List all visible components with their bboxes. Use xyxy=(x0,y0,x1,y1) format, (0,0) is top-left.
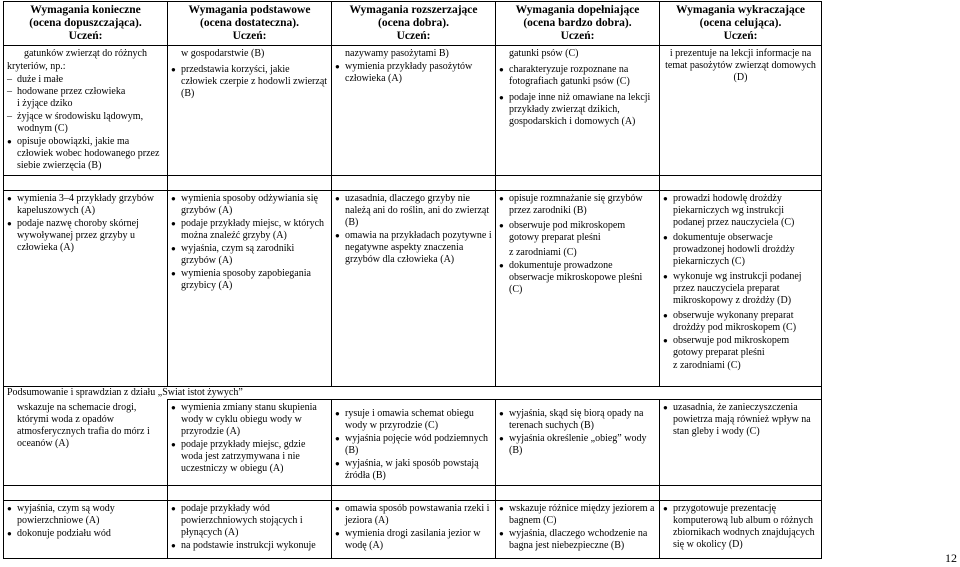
list-item: ● uzasadnia, że zanieczyszczenia powietrza mają również wpływ na stan gleby i wody (C) xyxy=(663,402,818,438)
list-item: ● wykonuje wg instrukcji podanej przez nauczyciela preparat mikroskopowy z drożdży (D) xyxy=(663,271,818,307)
list-item: ● obserwuje pod mikroskopem gotowy preparat pleśni xyxy=(499,220,656,244)
list-item: ● wyjaśnia, dlaczego wchodzenie na bagna jest niebezpieczne (B) xyxy=(499,528,656,552)
list-item: ● obserwuje pod mikroskopem gotowy preparat pleśni xyxy=(663,335,818,359)
cell-text: wodnym (C) xyxy=(17,123,68,134)
header-title: Wymagania rozszerzające xyxy=(349,4,478,16)
list-item: ● wskazuje różnice między jeziorem a bagnem (C) xyxy=(499,503,656,527)
table-cell xyxy=(4,400,168,486)
table-cell xyxy=(4,191,168,387)
cell-text: w gospodarstwie (B) xyxy=(181,48,265,59)
list-item: ● uzasadnia, dlaczego grzyby nie należą ani do roślin, ani do zwierząt (B) xyxy=(335,193,492,229)
list-item: ● wymienia sposoby zapobiegania grzybicy (A) xyxy=(171,268,328,292)
list-item: ● wymienia drogi zasilania jezior w wodę (A) xyxy=(335,528,492,552)
header-row xyxy=(4,2,822,46)
cell-text: kryteriów, np.: xyxy=(7,61,66,72)
list-item: ● prowadzi hodowlę drożdży piekarniczych wg instrukcji podanej przez nauczyciela (C) xyxy=(663,193,818,229)
header-title: Wymagania konieczne xyxy=(30,4,141,16)
table-cell xyxy=(168,400,332,486)
cell-text: wskazuje na schemacie drogi, którymi woda z opadów atmosferycznych trafia do mórz i oceanów (A) xyxy=(17,401,150,449)
section-row xyxy=(4,387,822,400)
table-cell xyxy=(660,501,822,559)
header-grade: (ocena dostateczna). xyxy=(199,17,299,29)
section-title: Podsumowanie i sprawdzian z działu „Świat istot żywych” xyxy=(4,387,822,400)
list-item: ● podaje przykłady miejsc, gdzie woda jest zatrzymywana i nie uczestniczy w obiegu (A) xyxy=(171,439,328,475)
table-row xyxy=(4,46,822,176)
header-grade: (ocena dobra). xyxy=(378,17,449,29)
list-item: ● opisuje rozmnażanie się grzybów przez zarodniki (B) xyxy=(499,193,656,217)
list-item: ● dokumentuje obserwacje prowadzonej hodowli drożdży piekarniczych (C) xyxy=(663,232,818,268)
table-cell xyxy=(332,191,496,387)
separator-row xyxy=(4,176,822,191)
header-title: Wymagania podstawowe xyxy=(188,4,311,16)
cell-text: gatunki psów (C) xyxy=(509,48,579,59)
header-grade: (ocena dopuszczająca). xyxy=(29,17,142,29)
list-item: – hodowane przez człowieka xyxy=(7,86,164,98)
header-student: Uczeń: xyxy=(396,30,431,42)
table-cell xyxy=(168,46,332,176)
cell-text: gatunków zwierząt do różnych xyxy=(23,48,147,59)
header-col-1 xyxy=(4,2,168,46)
list-item: ● wymienia sposoby odżywiania się grzybów (A) xyxy=(171,193,328,217)
list-item: ● wyjaśnia, czym są zarodniki grzybów (A) xyxy=(171,243,328,267)
header-col-2 xyxy=(168,2,332,46)
header-title: Wymagania wykraczające xyxy=(676,4,805,16)
header-grade: (ocena bardzo dobra). xyxy=(523,17,632,29)
list-item: ● opisuje obowiązki, jakie ma człowiek wobec hodowanego przez siebie zwierzęcia (B) xyxy=(7,136,164,172)
header-col-4 xyxy=(496,2,660,46)
page-number: 12 xyxy=(945,551,957,565)
table-cell xyxy=(660,191,822,387)
list-item: ● wyjaśnia określenie „obieg” wody (B) xyxy=(499,433,656,457)
list-item: ● przygotowuje prezentację komputerową lub album o różnych zbiornikach wodnych znajdujących się w okolicy (D) xyxy=(663,503,818,551)
table-cell xyxy=(496,501,660,559)
cell-text: i żyjące dziko xyxy=(17,98,73,109)
list-item: ● dokonuje podziału wód xyxy=(7,528,164,540)
list-item: ● wyjaśnia pojęcie wód podziemnych (B) xyxy=(335,433,492,457)
list-item: ● obserwuje wykonany preparat drożdży pod mikroskopem (C) xyxy=(663,310,818,334)
list-item: ● charakteryzuje rozpoznane na fotografiach gatunki psów (C) xyxy=(499,64,656,88)
table-cell xyxy=(660,46,822,176)
table-cell xyxy=(4,46,168,176)
header-col-5 xyxy=(660,2,822,46)
list-item: ● dokumentuje prowadzone obserwacje mikroskopowe pleśni (C) xyxy=(499,260,656,296)
list-item: ● podaje nazwę choroby skórnej wywoływanej przez grzyby u człowieka (A) xyxy=(7,218,164,254)
list-item: – żyjące w środowisku lądowym, xyxy=(7,111,164,123)
list-item: ● na podstawie instrukcji wykonuje xyxy=(171,540,328,552)
cell-text: z zarodniami (C) xyxy=(509,247,577,258)
list-item: ● wymienia przykłady pasożytów człowieka (A) xyxy=(335,61,492,85)
table-cell xyxy=(332,501,496,559)
table-cell xyxy=(332,400,496,486)
cell-text: nazywamy pasożytami B) xyxy=(345,48,449,59)
table-cell xyxy=(168,191,332,387)
table-cell xyxy=(332,46,496,176)
table-cell xyxy=(4,501,168,559)
table-row xyxy=(4,191,822,387)
cell-text: i prezentuje na lekcji informacje na temat pasożytów zwierząt domowych (D) xyxy=(665,48,816,83)
list-item: ● omawia na przykładach pozytywne i negatywne aspekty znaczenia grzybów dla człowieka (A) xyxy=(335,230,492,266)
header-grade: (ocena celująca). xyxy=(699,17,782,29)
list-item: ● podaje inne niż omawiane na lekcji przykłady zwierząt dzikich, gospodarskich i domowych (A) xyxy=(499,92,656,128)
header-title: Wymagania dopełniające xyxy=(515,4,640,16)
header-student: Uczeń: xyxy=(723,30,758,42)
table-cell xyxy=(496,191,660,387)
list-item: ● wymienia zmiany stanu skupienia wody w cyklu obiegu wody w przyrodzie (A) xyxy=(171,402,328,438)
list-item: ● podaje przykłady wód powierzchniowych stojących i płynących (A) xyxy=(171,503,328,539)
cell-text: z zarodniami (C) xyxy=(673,360,741,371)
table-cell xyxy=(496,400,660,486)
table-cell xyxy=(496,46,660,176)
table-cell xyxy=(660,400,822,486)
table-row xyxy=(4,400,822,486)
separator-row xyxy=(4,486,822,501)
list-item: ● omawia sposób powstawania rzeki i jeziora (A) xyxy=(335,503,492,527)
list-item: ● podaje przykłady miejsc, w których można znaleźć grzyby (A) xyxy=(171,218,328,242)
requirements-table xyxy=(3,1,822,559)
header-student: Uczeń: xyxy=(68,30,103,42)
header-student: Uczeń: xyxy=(232,30,267,42)
list-item: ● przedstawia korzyści, jakie człowiek czerpie z hodowli zwierząt (B) xyxy=(171,64,328,100)
list-item: ● wymienia 3–4 przykłady grzybów kapeluszowych (A) xyxy=(7,193,164,217)
header-student: Uczeń: xyxy=(560,30,595,42)
list-item: ● wyjaśnia, w jaki sposób powstają źródła (B) xyxy=(335,458,492,482)
table-row xyxy=(4,501,822,559)
header-col-3 xyxy=(332,2,496,46)
table-cell xyxy=(168,501,332,559)
list-item: – duże i małe xyxy=(7,74,164,86)
list-item: ● wyjaśnia, czym są wody powierzchniowe (A) xyxy=(7,503,164,527)
list-item: ● rysuje i omawia schemat obiegu wody w przyrodzie (C) xyxy=(335,408,492,432)
list-item: ● wyjaśnia, skąd się biorą opady na terenach suchych (B) xyxy=(499,408,656,432)
